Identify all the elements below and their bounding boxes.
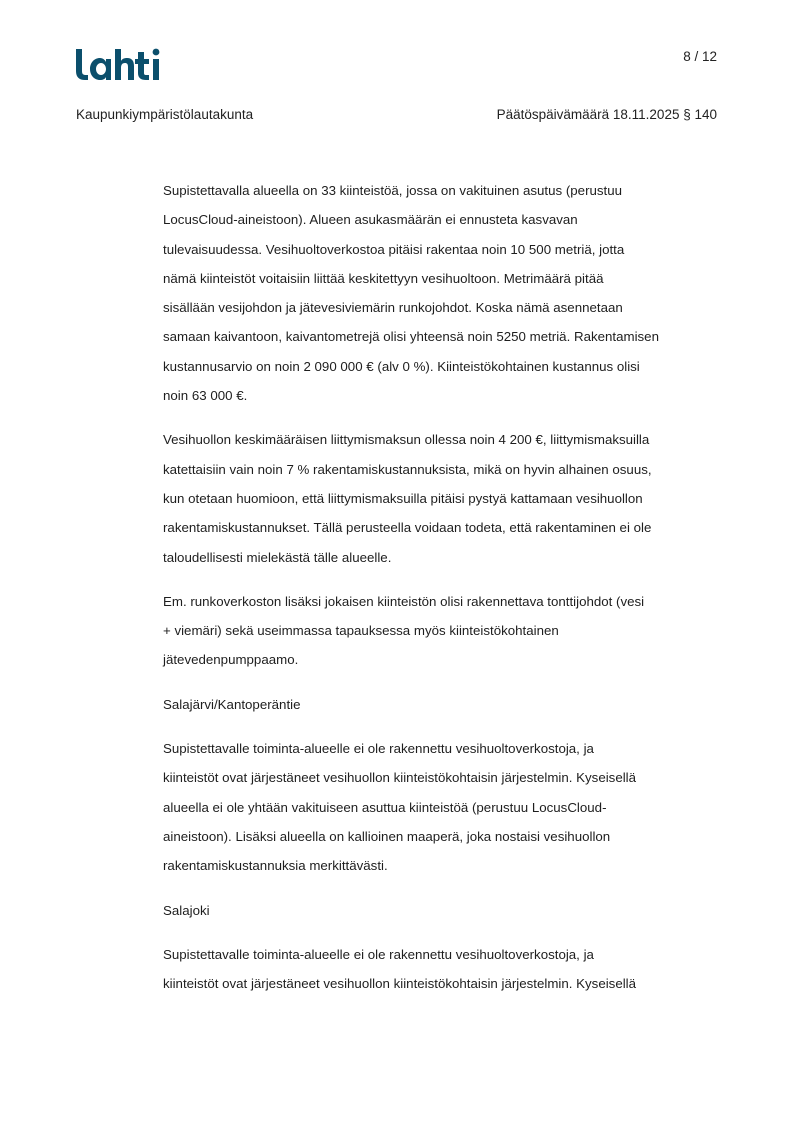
lahti-logo [76,46,168,82]
text-line: kiinteistöt ovat järjestäneet vesihuollon kiinteistökohtaisin järjestelmin. Kyseisellä [163,976,637,992]
text-line: aineistoon). Lisäksi alueella on kallioinen maaperä, joka nostaisi vesihuollon [163,828,611,844]
text-line: katettaisiin vain noin 7 % rakentamiskustannuksista, mikä on hyvin alhainen osuus, [163,461,652,477]
text-line: nämä kiinteistöt voitaisiin liittää keskitettyyn vesihuoltoon. Metrimäärä pitää [163,270,604,286]
text-line: kustannusarvio on noin 2 090 000 € (alv 0 %). Kiinteistökohtainen kustannus olisi [163,358,640,374]
paragraph-4 [163,734,723,880]
document-body [163,176,723,1013]
text-line: jätevedenpumppaamo. [163,652,299,668]
text-line: alueella ei ole yhtään vakituiseen asuttua kiinteistöä (perustuu LocusCloud- [163,799,607,815]
organization-name: Kaupunkiympäristölautakunta [76,107,254,122]
paragraph-5 [163,940,723,999]
text-line: Supistettavalla alueella on 33 kiinteistöä, jossa on vakituinen asutus (perustuu [163,183,623,198]
text-line: taloudellisesti mielekästä tälle alueelle. [163,549,392,565]
text-line: rakentamiskustannukset. Tällä perusteella voidaan todeta, että rakentaminen ei ole [163,520,652,536]
lahti-logo-icon [76,46,168,82]
text-line: Vesihuollon keskimääräisen liittymismaksun ollessa noin 4 200 €, liittymismaksuilla [163,432,650,448]
text-line: Supistettavalle toiminta-alueelle ei ole rakennettu vesihuoltoverkostoja, ja [163,741,594,757]
page-number: 8 / 12 [683,49,717,64]
text-line: sisällään vesijohdon ja jätevesiviemärin runkojohdot. Koska nämä asennetaan [163,300,623,316]
text-line: Supistettavalle toiminta-alueelle ei ole rakennettu vesihuoltoverkostoja, ja [163,946,594,962]
text-line: kiinteistöt ovat järjestäneet vesihuollon kiinteistökohtaisin järjestelmin. Kyseisellä [163,770,637,786]
section-heading-salajoki: Salajoki [163,902,210,918]
text-line: + viemäri) sekä useimmassa tapauksessa myös kiinteistökohtainen [163,623,559,639]
text-line: LocusCloud-aineistoon). Alueen asukasmäärän ei ennusteta kasvavan [163,212,578,228]
paragraph-1 [163,176,723,410]
text-line: kun otetaan huomioon, että liittymismaksuilla pitäisi pystyä kattamaan vesihuollon [163,490,643,506]
text-line: rakentamiskustannuksia merkittävästi. [163,858,388,874]
text-line: Em. runkoverkoston lisäksi jokaisen kiinteistön olisi rakennettava tonttijohdot (vesi [163,593,645,609]
paragraph-2 [163,425,723,571]
text-line: tulevaisuudessa. Vesihuoltoverkostoa pitäisi rakentaa noin 10 500 metriä, jotta [163,241,625,257]
paragraph-3 [163,587,723,675]
decision-date-section: Päätöspäivämäärä 18.11.2025 § 140 [496,107,717,122]
section-heading-salajarvi: Salajärvi/Kantoperäntie [163,696,301,712]
text-line: noin 63 000 €. [163,388,248,404]
text-line: samaan kaivantoon, kaivantometrejä olisi yhteensä noin 5250 metriä. Rakentamisen [163,329,659,345]
